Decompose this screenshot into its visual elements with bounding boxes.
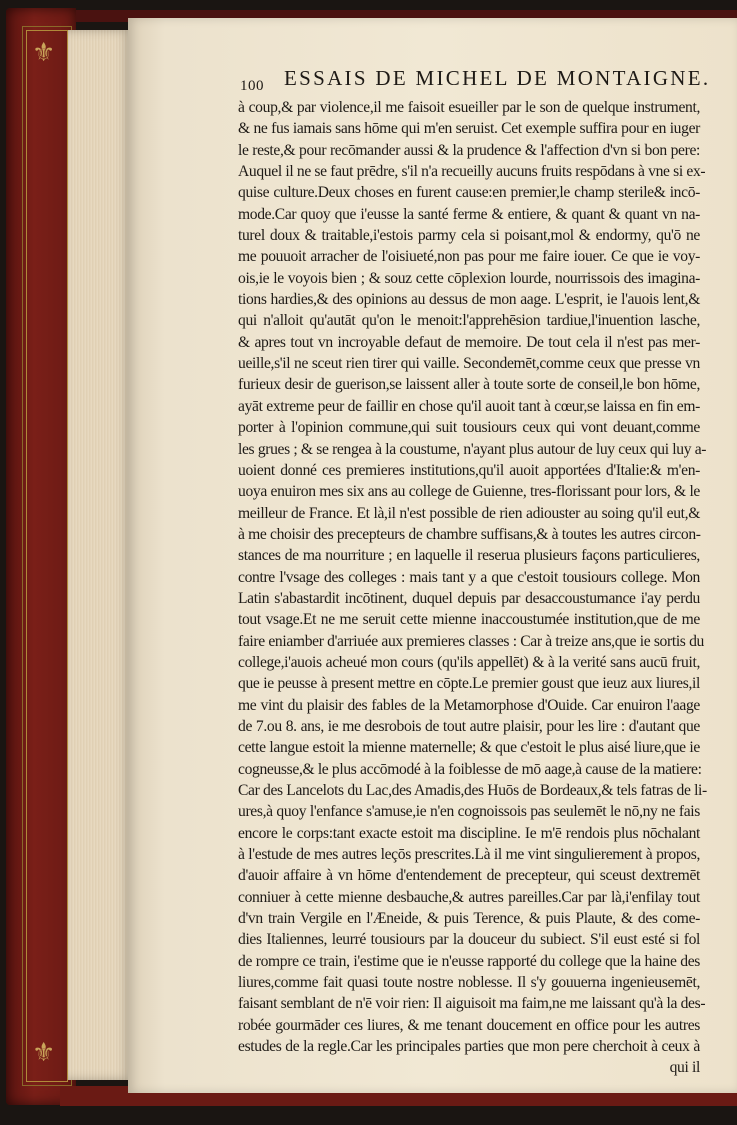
text-line: me pouuoit arracher de l'oisiueté,non pas pour me faire iouer. Ce que ie voy- <box>238 248 700 266</box>
text-line: conniuer à cette mienne desbauche,& autres pareilles.Car par là,i'enfilay tout <box>238 888 700 906</box>
text-line: faisant semblant de n'ē voir rien: Il aiguisoit ma faim,ne me laissant qu'à la des- <box>238 995 706 1013</box>
text-line: stances de ma nourriture ; en laquelle il reserua plusieurs façons particulieres, <box>238 547 700 565</box>
text-line: encore le corps:tant exacte estoit ma discipline. Ie m'ē rendois plus nōchalant <box>238 824 700 842</box>
text-line: liures,comme fait quasi toute nostre noblesse. Il s'y gouuerna ingenieusemēt, <box>238 974 700 992</box>
text-line: qui n'alloit qu'autāt qu'on le menoit:l'apprehēsion tardiue,l'inuention lasche, <box>238 312 700 330</box>
text-line: uoya enuiron mes six ans au college de Guienne, tres-florissant pour lors, & le <box>238 483 700 501</box>
text-line: porter à l'opinion commune,qui suit tousiours ceux qui vont deuant,comme <box>238 419 700 437</box>
text-line: de 7.ou 8. ans, ie me desrobois de tout autre plaisir, pour les lire : d'autant que <box>238 717 700 735</box>
text-line: Car des Lancelots du Lac,des Amadis,des Huōs de Bordeaux,& tels fatras de li- <box>238 782 707 799</box>
text-line: meilleur de France. Et là,il n'est possible de rien adiouster au soing qu'il eut,& <box>238 504 700 522</box>
text-line: turel doux & traitable,i'estois parmy cela si poisant,mol & endormy, qu'ō ne <box>238 227 700 245</box>
text-line: ures,à quoy l'enfance s'amuse,ie n'en cognoissois pas seulemēt le nō,ny ne fais <box>238 803 700 821</box>
text-line: uoient donné ces premieres institutions,qu'il auoit apportées d'Italie:& m'en- <box>238 461 700 479</box>
text-line: d'auoir affaire à vn hōme d'entendement de precepteur, qui sceust dextremēt <box>238 867 700 885</box>
text-line: qui il <box>669 1059 700 1077</box>
text-line: Auquel il ne se faut prēdre, s'il n'a recueilly aucuns fruits respōdans à vne si ex- <box>238 163 706 181</box>
text-line: & ne fus iamais sans hōme qui m'en seruist. Cet exemple suffira pour en iuger <box>238 120 700 138</box>
text-line: faire eniamber d'arriuée aux premieres classes : Car à treize ans,que ie sortis du <box>238 632 704 650</box>
gilt-border <box>26 30 68 1082</box>
page-edges <box>68 30 132 1080</box>
text-line: robée gourmāder ces liures, & me tenant doucement en office pour les autres <box>238 1016 700 1034</box>
page-number: 100 <box>240 78 264 94</box>
text-line: tions hardies,& des opinions au dessus de mon aage. L'esprit, ie l'auois lent,& <box>238 291 700 309</box>
text-line: les grues ; & se rengea à la coustume, n'ayant plus autour de luy ceux qui luy a- <box>238 440 707 458</box>
text-line: à coup,& par violence,il me faisoit esueiller par le son de quelque instrument, <box>238 99 700 116</box>
text-line: à l'estude de mes autres leçōs prescrites.Là il me vint singulierement à propos, <box>238 846 700 864</box>
text-line: cogneusse,& le plus accōmodé à la foiblesse de mō aage,à cause de la matiere: <box>238 760 702 778</box>
text-line: ueille,s'il ne sceut rien tirer qui vaille. Secondemēt,comme ceux que presse vn <box>238 355 700 373</box>
text-line: à me choisir des precepteurs de chambre suffisans,& à toutes les autres circon- <box>238 525 701 543</box>
text-line: cette langue estoit la mienne maternelle; & que c'estoit le plus aisé liure,que ie <box>238 739 700 757</box>
text-line: ois,ie le voyois bien ; & souz cette cōplexion lourde, nourrissois des imagina- <box>238 269 700 287</box>
text-line: dies Italiennes, leurré tousiours par la douceur du subiect. S'il eust esté si fol <box>238 931 700 949</box>
text-line: & apres tout vn incroyable defaut de memoire. De tout cela il n'est pas mer- <box>238 333 700 351</box>
text-line: furieux desir de guerison,se laissent aller à toute sorte de conseil,le bon hōme, <box>238 376 700 394</box>
text-line: quise culture.Deux choses en furent cause:en premier,le champ sterile& incō- <box>238 184 700 202</box>
text-line: d'vn train Vergile en l'Æneide, & puis Terence, & puis Plaute, & des come- <box>238 910 700 928</box>
text-line: de rompre ce train, i'estime que ie n'eusse rapporté du college que la haine des <box>238 952 700 970</box>
text-line: college,i'auois acheué mon cours (qu'ils appellēt) & à la verité sans aucū fruit, <box>238 653 700 671</box>
text-line: mode.Car quoy que i'eusse la santé ferme & entiere, & quant & quant vn na- <box>238 205 700 223</box>
body-text <box>238 97 707 1079</box>
text-line: Latin s'abastardit incōtinent, duquel depuis par desaccoustumance i'ay perdu <box>238 589 700 607</box>
text-line: ayāt extreme peur de faillir en chose qu'il auoit tant à cœur,se laissa en fin em- <box>238 397 700 415</box>
text-line: tout vsage.Et ne me seruit cette mienne inaccoustumée institution,que de me <box>238 611 700 629</box>
text-line: estudes de la regle.Car les principales parties que mon pere cherchoit à ceux à <box>238 1038 700 1056</box>
fleur-de-lis-icon: ⚜ <box>32 1038 56 1067</box>
running-head <box>240 66 710 96</box>
text-line: contre l'vsage des colleges : mais tant y a que c'estoit tousiours college. Mon <box>238 568 700 586</box>
page-title: ESSAIS DE MICHEL DE MONTAIGNE. <box>284 66 711 90</box>
text-line: le reste,& pour recōmander aussi & la prudence & l'affection d'vn si bon pere: <box>238 141 700 159</box>
fleur-de-lis-icon: ⚜ <box>32 38 56 67</box>
text-line: que ie peusse à present mettre en cōpte.Le premier goust que ieuz aux liures,il <box>238 675 700 693</box>
text-line: me vint du plaisir des fables de la Metamorphose d'Ouide. Car enuiron l'aage <box>238 696 700 714</box>
